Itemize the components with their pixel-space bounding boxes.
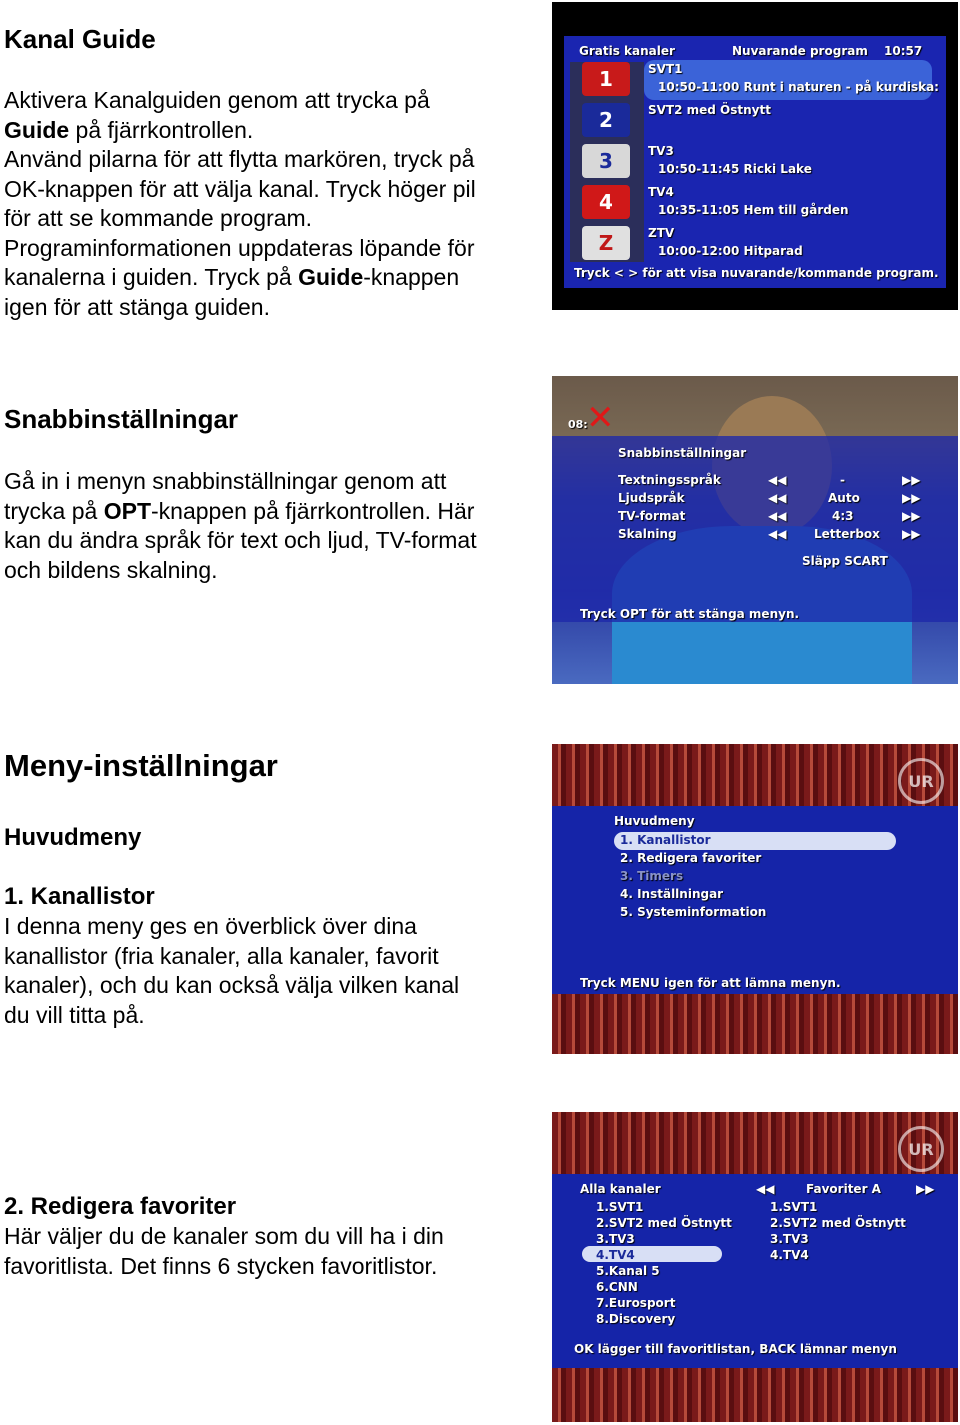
quick-settings-screenshot — [552, 376, 958, 684]
s4-line2: favoritlista. Det finns 6 stycken favoritlistor. — [4, 1252, 438, 1279]
curtain-top — [552, 1112, 958, 1176]
quick-row4-right-arrow-icon[interactable]: ▶▶ — [902, 527, 921, 541]
s1-line6: Programinformationen uppdateras löpande för — [4, 234, 475, 261]
guide-ch4-name[interactable]: TV4 — [648, 185, 674, 199]
guide-ch3-program: 10:50-11:45 Ricki Lake — [658, 162, 812, 176]
section2-paragraph — [4, 467, 477, 585]
s1-line8: igen för att stänga guiden. — [4, 293, 270, 320]
quick-row3-value[interactable]: 4:3 — [832, 509, 854, 523]
quick-row3-left-arrow-icon[interactable]: ◀◀ — [768, 509, 787, 523]
guide-ch1-program: 10:50-11:00 Runt i naturen - på kurdiska: — [658, 80, 939, 94]
s4-line1: Här väljer du de kanaler som du vill ha i din — [4, 1223, 444, 1249]
fav-left-arrow-icon[interactable]: ◀◀ — [756, 1182, 775, 1196]
ur-logo-badge: UR — [898, 758, 944, 804]
channel-logo-z: Z — [582, 226, 630, 260]
s1-line3: Använd pilarna för att flytta markören, tryck på — [4, 146, 475, 172]
guide-ch5-name[interactable]: ZTV — [648, 226, 675, 240]
favorites-screenshot — [552, 1112, 958, 1422]
quick-row1-label: Textningsspråk — [618, 473, 721, 487]
section3-paragraph — [4, 912, 459, 1030]
fav-right-item-1[interactable]: 1.SVT1 — [770, 1200, 818, 1214]
quick-title: Snabbinställningar — [618, 446, 747, 460]
fav-right-item-3[interactable]: 3.TV3 — [770, 1232, 809, 1246]
quick-settings-panel — [552, 436, 958, 622]
quick-row1-value[interactable]: - — [840, 473, 845, 487]
s2-line2-a: trycka på — [4, 497, 104, 524]
fav-left-item-3[interactable]: 3.TV3 — [596, 1232, 635, 1246]
quick-row1-right-arrow-icon[interactable]: ▶▶ — [902, 473, 921, 487]
heading-kanal-guide: Kanal Guide — [4, 24, 156, 54]
guide-footer: Tryck < > för att visa nuvarande/kommande program. — [574, 266, 939, 280]
guide-ch5-program: 10:00-12:00 Hitparad — [658, 244, 803, 258]
main-menu-screenshot — [552, 744, 958, 1054]
s1-guide-bold: Guide — [4, 116, 70, 143]
fav-left-item-2[interactable]: 2.SVT2 med Östnytt — [596, 1216, 732, 1230]
s2-line4: och bildens skalning. — [4, 556, 218, 583]
channel-logo-2: 2 — [582, 103, 630, 137]
s1-line7-b: -knappen — [363, 264, 460, 290]
curtain-bottom — [552, 1366, 958, 1422]
quick-row4-left-arrow-icon[interactable]: ◀◀ — [768, 527, 787, 541]
s1-line4: OK-knappen för att välja kanal. Tryck höger pil — [4, 175, 476, 202]
quick-release-scart[interactable]: Släpp SCART — [802, 554, 888, 568]
fav-left-item-4[interactable]: 4.TV4 — [596, 1248, 635, 1262]
guide-ch2-name[interactable]: SVT2 med Östnytt — [648, 103, 771, 117]
quick-row3-right-arrow-icon[interactable]: ▶▶ — [902, 509, 921, 523]
s2-line2-b: -knappen på fjärrkontrollen. Här — [151, 497, 475, 524]
s1-line2 — [4, 116, 476, 146]
s1-line5: för att se kommande program. — [4, 205, 313, 231]
guide-ch1-name[interactable]: SVT1 — [648, 62, 683, 76]
heading-meny-installningar: Meny-inställningar — [4, 748, 278, 783]
fav-right-arrow-icon[interactable]: ▶▶ — [916, 1182, 935, 1196]
s2-opt-bold: OPT — [103, 497, 151, 524]
s2-line3: kan du ändra språk för text och ljud, TV-format — [4, 527, 477, 553]
guide-ch4-program: 10:35-11:05 Hem till gården — [658, 203, 849, 217]
subheading-huvudmeny: Huvudmeny — [4, 824, 142, 851]
channel-logo-3: 3 — [582, 144, 630, 178]
main-menu-item-4[interactable]: 4. Inställningar — [620, 887, 724, 901]
main-menu-item-1[interactable]: 1. Kanallistor — [620, 833, 711, 847]
s2-line2 — [4, 497, 477, 527]
channel-logo-4: 4 — [582, 185, 630, 219]
channel-guide-screenshot — [552, 2, 958, 310]
s2-line1: Gå in i menyn snabbinställningar genom att — [4, 468, 447, 494]
s1-line1: Aktivera Kanalguiden genom att trycka på — [4, 87, 430, 113]
section1-paragraph — [4, 86, 476, 322]
quick-footer: Tryck OPT för att stänga menyn. — [580, 607, 800, 621]
curtain-top — [552, 744, 958, 808]
quick-row2-right-arrow-icon[interactable]: ▶▶ — [902, 491, 921, 505]
item-heading-kanallistor: 1. Kanallistor — [4, 883, 155, 910]
s1-guide-bold-2: Guide — [298, 264, 364, 290]
quick-row3-label: TV-format — [618, 509, 686, 523]
s3-line2: kanallistor (fria kanaler, alla kanaler, favorit — [4, 942, 439, 969]
quick-row2-value[interactable]: Auto — [828, 491, 860, 505]
main-menu-item-5[interactable]: 5. Systeminformation — [620, 905, 767, 919]
main-menu-item-2[interactable]: 2. Redigera favoriter — [620, 851, 762, 865]
quick-row4-value[interactable]: Letterbox — [814, 527, 880, 541]
fav-left-item-6[interactable]: 6.CNN — [596, 1280, 638, 1294]
s3-line4: du vill titta på. — [4, 1001, 145, 1028]
main-menu-item-3[interactable]: 3. Timers — [620, 869, 684, 883]
heading-snabbinstallningar: Snabbinställningar — [4, 404, 239, 434]
fav-footer: OK lägger till favoritlistan, BACK lämnar menyn — [574, 1342, 897, 1356]
s1-line7-a: kanalerna i guiden. Tryck på — [4, 264, 299, 290]
mute-x-icon: ✕ — [586, 398, 615, 438]
fav-left-item-1[interactable]: 1.SVT1 — [596, 1200, 644, 1214]
guide-time: 10:57 — [884, 44, 923, 58]
main-menu-footer: Tryck MENU igen för att lämna menyn. — [580, 976, 841, 990]
fav-left-title: Alla kanaler — [580, 1182, 661, 1196]
section4-paragraph — [4, 1222, 444, 1281]
quick-clock: 08: — [568, 418, 588, 431]
quick-row1-left-arrow-icon[interactable]: ◀◀ — [768, 473, 787, 487]
fav-left-item-8[interactable]: 8.Discovery — [596, 1312, 676, 1326]
guide-header-left: Gratis kanaler — [579, 44, 675, 58]
channel-logo-1: 1 — [582, 62, 630, 96]
fav-left-item-5[interactable]: 5.Kanal 5 — [596, 1264, 660, 1278]
s3-line1: I denna meny ges en överblick över dina — [4, 913, 417, 939]
s1-line2-rest: på fjärrkontrollen. — [69, 116, 254, 143]
quick-row2-label: Ljudspråk — [618, 491, 685, 505]
guide-ch3-name[interactable]: TV3 — [648, 144, 674, 158]
ur-logo-badge: UR — [898, 1126, 944, 1172]
s3-line3: kanaler), och du kan också välja vilken kanal — [4, 972, 460, 998]
fav-right-title[interactable]: Favoriter A — [806, 1182, 881, 1196]
s1-line7 — [4, 263, 476, 293]
item-heading-redigera-favoriter: 2. Redigera favoriter — [4, 1193, 237, 1220]
quick-row4-label: Skalning — [618, 527, 677, 541]
fav-right-item-2[interactable]: 2.SVT2 med Östnytt — [770, 1216, 906, 1230]
fav-right-item-4[interactable]: 4.TV4 — [770, 1248, 809, 1262]
fav-left-item-7[interactable]: 7.Eurosport — [596, 1296, 676, 1310]
quick-row2-left-arrow-icon[interactable]: ◀◀ — [768, 491, 787, 505]
curtain-bottom — [552, 990, 958, 1054]
main-menu-title: Huvudmeny — [614, 814, 695, 828]
guide-header-mid: Nuvarande program — [732, 44, 868, 58]
